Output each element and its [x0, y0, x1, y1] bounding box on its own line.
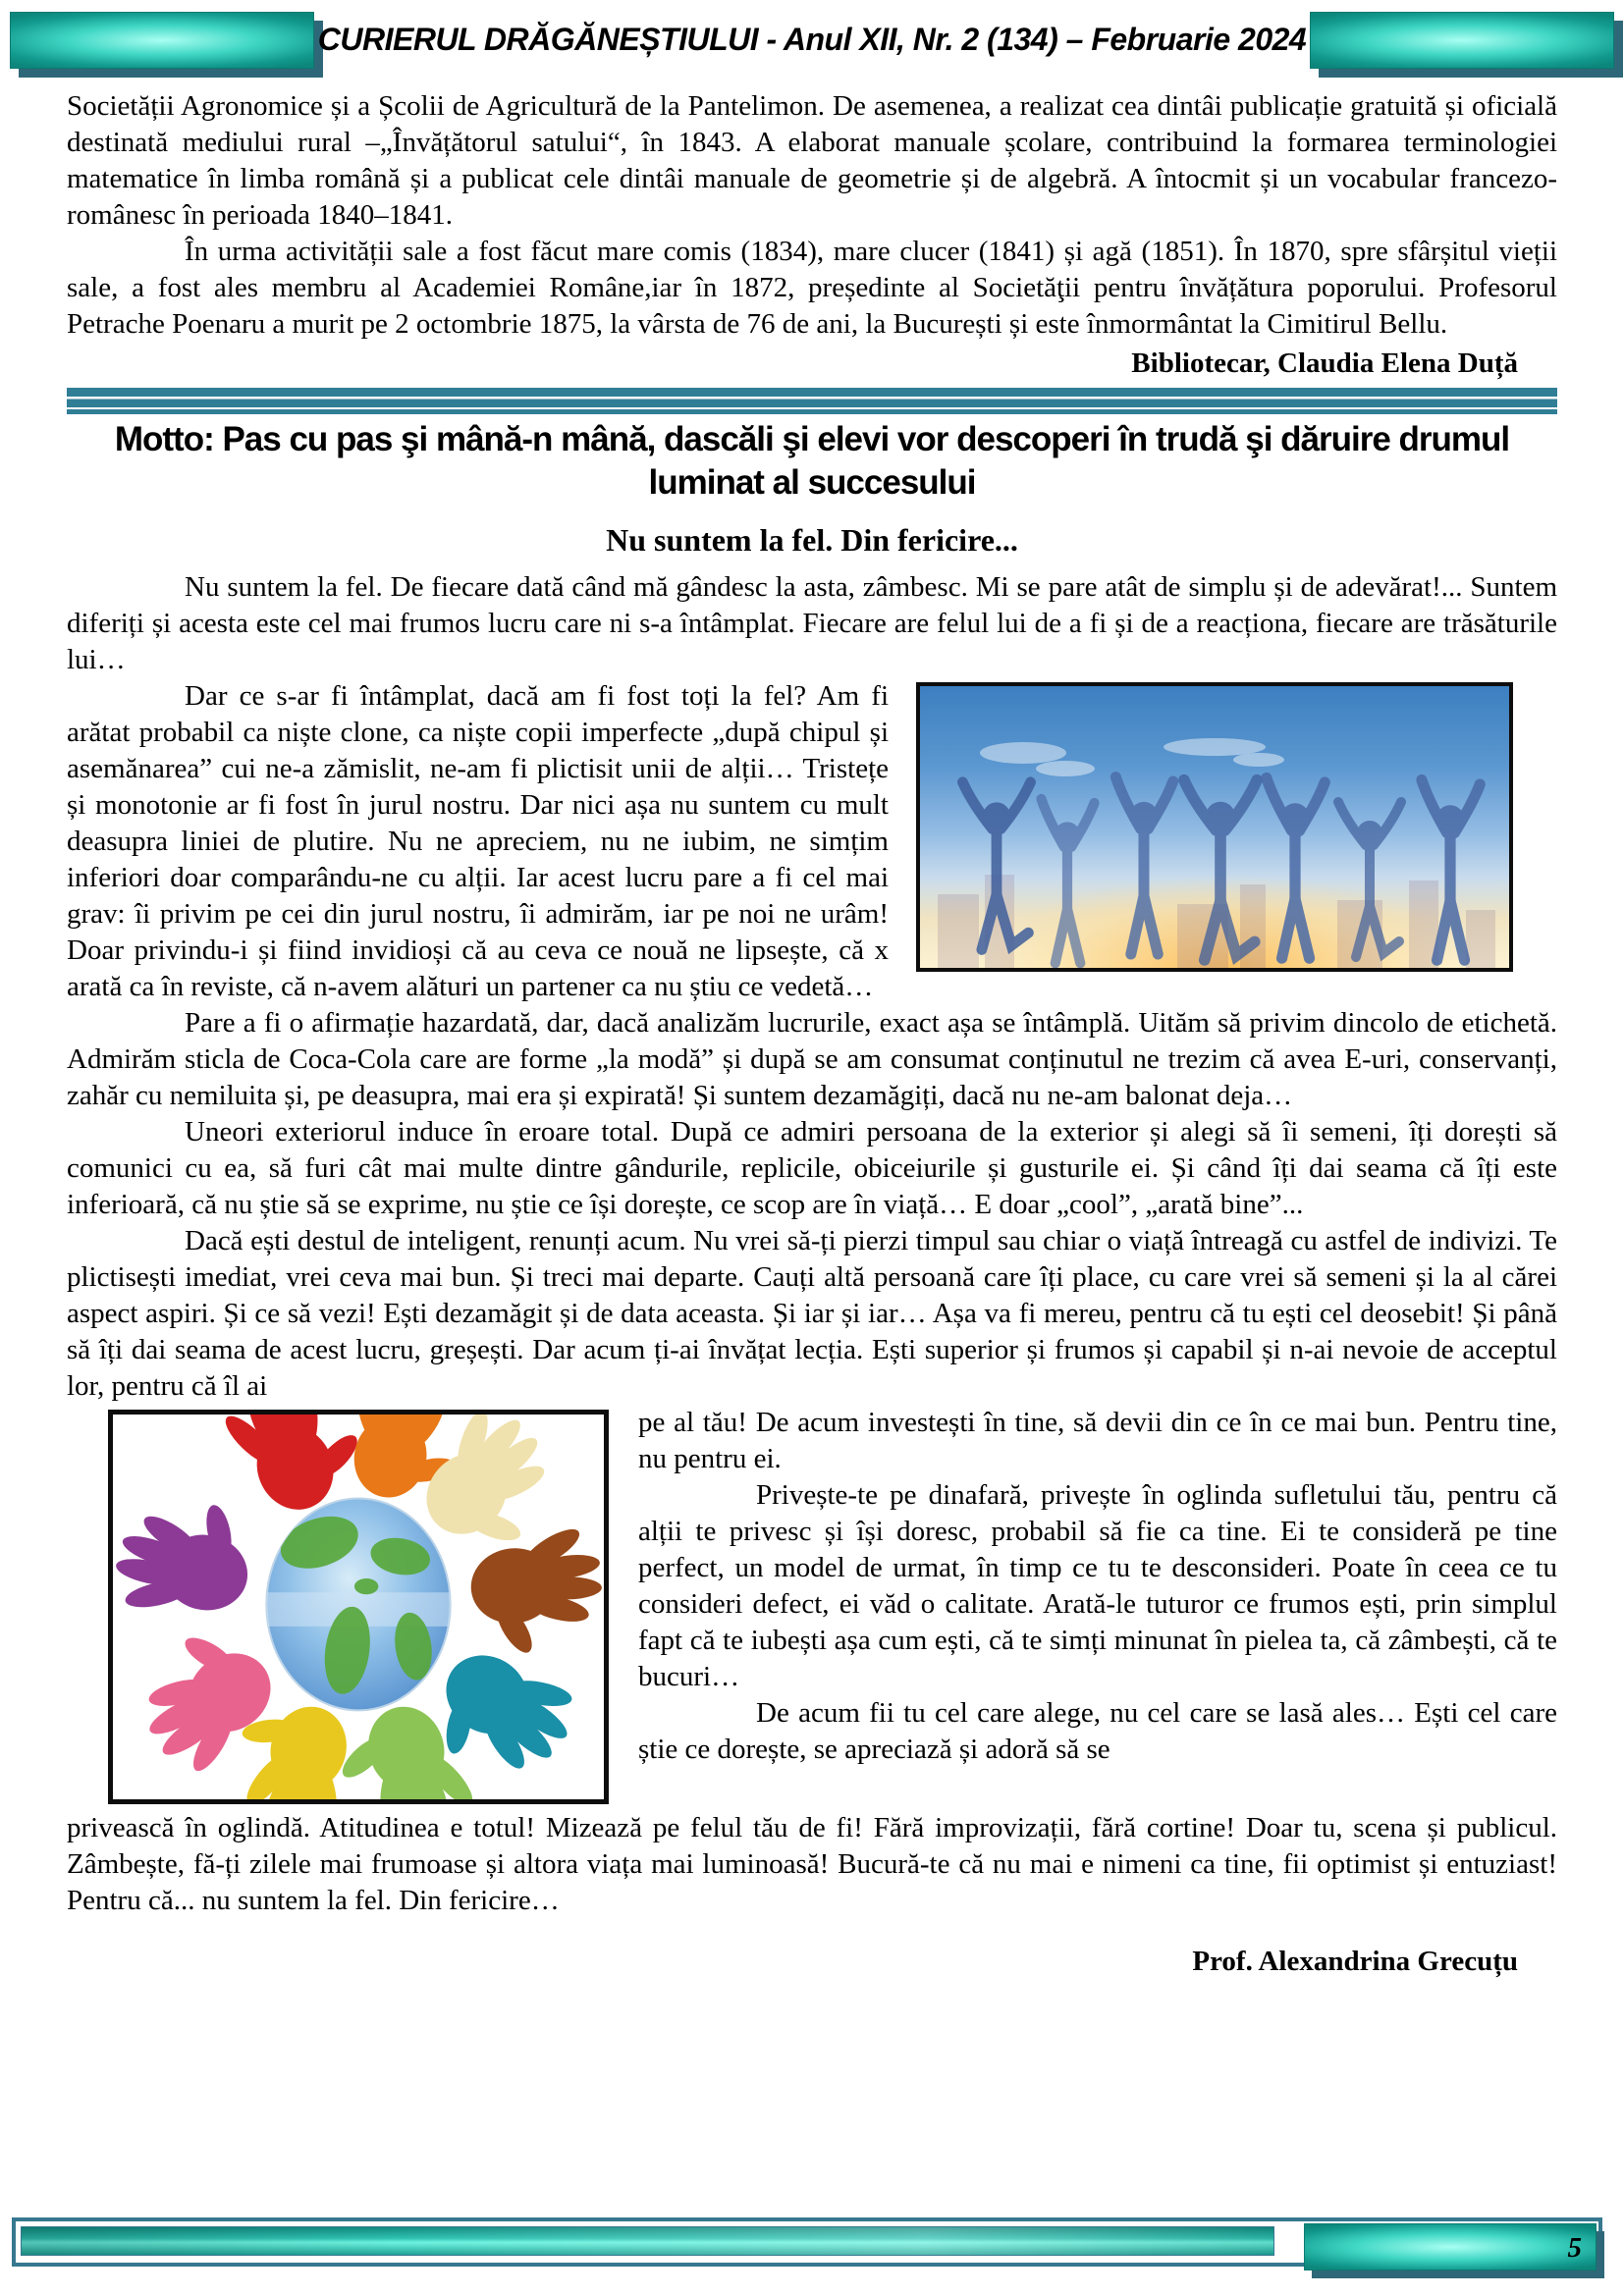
author-signature: Prof. Alexandrina Grecuțu: [1192, 1946, 1518, 1977]
section-divider: [67, 388, 1557, 414]
paragraph: Nu suntem la fel. De fiecare dată când mă gândesc la asta, zâmbesc. Mi se pare atât de simplu și de adevărat!... Suntem diferiți și acesta este cel mai frumos lucru care ni s-a întâmplat. Fiecare are felul lui de a fi și de a reacționa, fiecare are trăsăturile lui…: [67, 571, 1557, 675]
author-signature: Bibliotecar, Claudia Elena Duță: [1131, 347, 1518, 379]
paragraph: Societății Agronomice și a Școlii de Agricultură de la Pantelimon. De asemenea, a realizat cea dintâi publicație gratuită și oficială destinată mediului rural –„Învățătorul satului“, în 1843. A elaborat manuale școlare, contribuind la formarea terminologiei matematice în limba română și a publicat cele dintâi manuale de geometrie și de algebră. A întocmit și un vocabular francezo-românesc în perioada 1840–1841.: [67, 90, 1557, 231]
page-number: 5: [1567, 2232, 1582, 2264]
footer-bar-decoration: [21, 2226, 1274, 2256]
paragraph: privească în oglindă. Atitudinea e totul! Mizează pe felul tău de fi! Fără improvizații, fără cortine! Doar tu, scena și publicul. Zâmbește, fă-ți zilele mai frumoase și altora viața mai luminoasă! Bucură-te că nu mai e nimeni ca tine, fii optimist și entuziast! Pentru că... nu suntem la fel. Din fericire…: [67, 1812, 1557, 1916]
article-petrache-poenaru: [67, 88, 1557, 382]
motto: Motto: Pas cu pas şi mână-n mână, dascăli şi elevi vor descoperi în trudă şi dăruire drumul luminat al succesului: [114, 420, 1510, 502]
masthead-right-decoration: [1310, 12, 1614, 69]
hands-globe-art: [113, 1415, 604, 1799]
hands-globe-illustration: [108, 1410, 609, 1804]
masthead-left-decoration: [10, 12, 314, 69]
jumping-people-photo-art: [920, 686, 1509, 968]
jumping-people-photo: [916, 682, 1513, 972]
paragraph-text: Dar ce s-ar fi întâmplat, dacă am fi fost toți la fel? Am fi arătat probabil ca niște clone, ca niște copii imperfecte „după chipul și asemănarea” cui ne-a zămislit, ne-am fi plictisit unii de alții… Tristețe și monotonie ar fi fost în jurul nostru. Dar nici așa nu suntem cu mult deasupra liniei de plutire. Nu ne apreciem, nu ne iubim, ne simțim inferiori doar comparându-ne cu alții. Iar acest lucru pare a fi cel mai grav: îi privim pe cei din jurul nostru, îi admirăm, iar pe noi ne urâm! Doar privindu-i și fiind invidioși că au ceva ce nouă ne lipsește, că x arată ca în reviste, că n-avem alături un partener ca nu știu ce vedetă…: [67, 680, 889, 1002]
footer-right-decoration: [1304, 2223, 1597, 2270]
article-nu-suntem-la-fel: [67, 520, 1557, 1980]
masthead-title: CURIERUL DRĂGĂNEȘTIULUI - Anul XII, Nr. 2 (134) – Februarie 2024: [317, 22, 1307, 57]
paragraph: Uneori exteriorul induce în eroare total. După ce admiri persoana de la exterior și alegi să îi semeni, îți dorești să comunici cu ea, să furi cât mai multe dintre gândurile, replicile, obiceiurile și gusturile ei. Și când îți dai seama că îți este inferioară, că nu știe să se exprime, nu știe ce își dorește, ce scop are în viață… E doar „cool”, „arată bine”...: [67, 1116, 1557, 1220]
paragraph: În urma activității sale a fost făcut mare comis (1834), mare clucer (1841) și agă (1851). În 1870, spre sfârșitul vieții sale, a fost ales membru al Academiei Române,iar în 1872, președinte al Societăţii pentru învățătura poporului. Profesorul Petrache Poenaru a murit pe 2 octombrie 1875, la vârsta de 76 de ani, la București și este înmormântat la Cimitirul Bellu.: [67, 236, 1557, 340]
paragraph: Pare a fi o afirmație hazardată, dar, dacă analizăm lucrurile, exact așa se întâmplă. Uităm să privim dincolo de etichetă. Admirăm sticla de Coca-Cola care are forme „la modă” și după se am consumat conținutul ne trezim că avea E-uri, conservanți, zahăr cu nemiluita și, pe deasupra, mai era și expirată! Și suntem dezamăgiți, dacă nu ne-am balonat deja…: [67, 1007, 1557, 1111]
paragraph: De acum fii tu cel care alege, nu cel care se lasă ales… Ești cel care știe ce dorește, se apreciază și adoră să se: [638, 1697, 1557, 1765]
page-footer: [12, 2217, 1602, 2267]
masthead: [0, 0, 1624, 88]
paragraph: pe al tău! De acum investești în tine, să devii din ce în ce mai bun. Pentru tine, nu pentru ei.: [638, 1407, 1557, 1474]
page-content: [0, 88, 1624, 1980]
article-title: Nu suntem la fel. Din fericire...: [606, 522, 1018, 558]
paragraph: Privește-te pe dinafară, privește în oglinda sufletului tău, pentru că alții te privesc și își doresc, probabil să fie ca tine. Ei te consideră pe tine perfect, un model de urmat, în timp ce tu te desconsideri. Poate în ceea ce tu consideri defect, ei văd o calitate. Arată-le tuturor ce frumos ești, prin simplul fapt că te iubești așa cum ești, că te simți minunat în pielea ta, că zâmbești, că te bucuri…: [638, 1479, 1557, 1692]
paragraph-with-photo: [67, 678, 1557, 1005]
paragraph: Dacă ești destul de inteligent, renunți acum. Nu vrei să-ți pierzi timpul sau chiar o viață întreagă cu astfel de indivizi. Te plictisești imediat, vrei ceva mai bun. Și treci mai departe. Cauți altă persoană care îți place, cu care vrei să semeni și la al cărei aspect aspiri. Și ce să vezi! Ești dezamăgit și de data aceasta. Și iar și iar… Așa va fi mereu, pentru că tu ești cel deosebit! Și până să îți dai seama de acest lucru, greșești. Dar acum ți-ai învățat lecția. Ești superior și frumos și capabil și n-ai nevoie de acceptul lor, pentru că îl ai: [67, 1225, 1557, 1402]
